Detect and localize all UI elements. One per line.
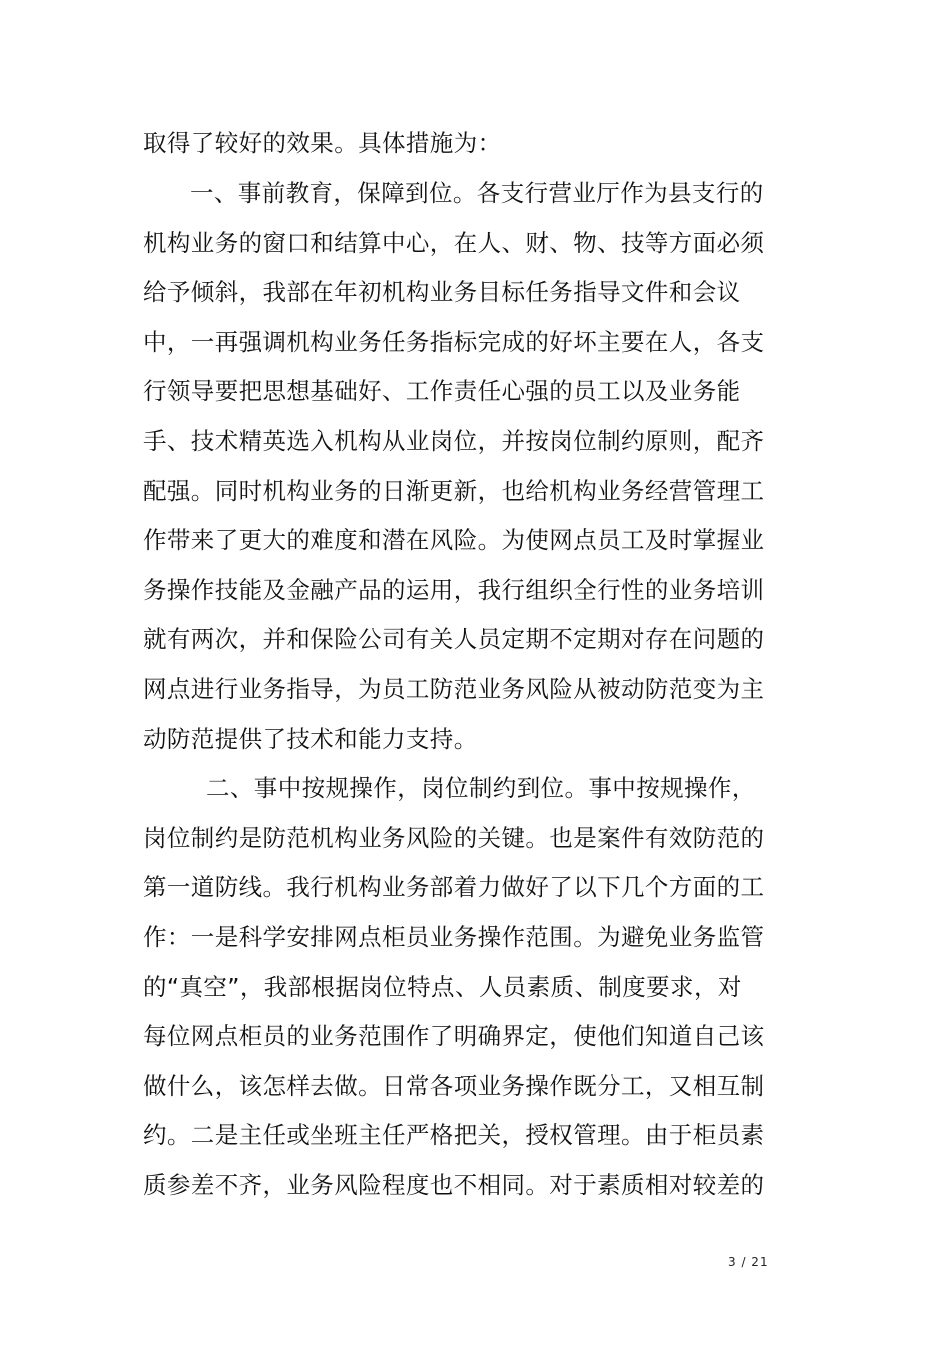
text-line-22: 质参差不齐，业务风险程度也不相同。对于素质相对较差的	[143, 1171, 765, 1199]
page-number: 3 / 21	[728, 1255, 769, 1269]
text-line-6: 行领导要把思想基础好、工作责任心强的员工以及业务能	[143, 377, 741, 405]
text-line-18: 的“真空”，我部根据岗位特点、人员素质、制度要求，对	[143, 973, 742, 1001]
text-line-1: 取得了较好的效果。具体措施为：	[143, 129, 502, 157]
text-line-14: 二、事中按规操作，岗位制约到位。事中按规操作，	[206, 774, 756, 802]
text-line-8: 配强。同时机构业务的日渐更新，也给机构业务经营管理工	[143, 477, 765, 505]
text-line-19: 每位网点柜员的业务范围作了明确界定，使他们知道自己该	[143, 1022, 765, 1050]
text-line-17: 作：一是科学安排网点柜员业务操作范围。为避免业务监管	[143, 923, 765, 951]
text-line-13: 动防范提供了技术和能力支持。	[143, 725, 478, 753]
text-line-16: 第一道防线。我行机构业务部着力做好了以下几个方面的工	[143, 873, 765, 901]
text-line-2: 一、事前教育，保障到位。各支行营业厅作为县支行的	[190, 179, 764, 207]
text-line-21: 约。二是主任或坐班主任严格把关，授权管理。由于柜员素	[143, 1121, 765, 1149]
text-line-7: 手、技术精英选入机构从业岗位，并按岗位制约原则，配齐	[143, 427, 765, 455]
text-line-12: 网点进行业务指导，为员工防范业务风险从被动防范变为主	[143, 675, 765, 703]
text-line-4: 给予倾斜，我部在年初机构业务目标任务指导文件和会议	[143, 278, 741, 306]
text-line-11: 就有两次，并和保险公司有关人员定期不定期对存在问题的	[143, 625, 765, 653]
text-line-5: 中，一再强调机构业务任务指标完成的好坏主要在人，各支	[143, 328, 765, 356]
text-line-9: 作带来了更大的难度和潜在风险。为使网点员工及时掌握业	[143, 526, 765, 554]
text-line-15: 岗位制约是防范机构业务风险的关键。也是案件有效防范的	[143, 824, 765, 852]
text-line-3: 机构业务的窗口和结算中心，在人、财、物、技等方面必须	[143, 229, 765, 257]
text-line-20: 做什么，该怎样去做。日常各项业务操作既分工，又相互制	[143, 1072, 765, 1100]
text-line-10: 务操作技能及金融产品的运用，我行组织全行性的业务培训	[143, 576, 765, 604]
